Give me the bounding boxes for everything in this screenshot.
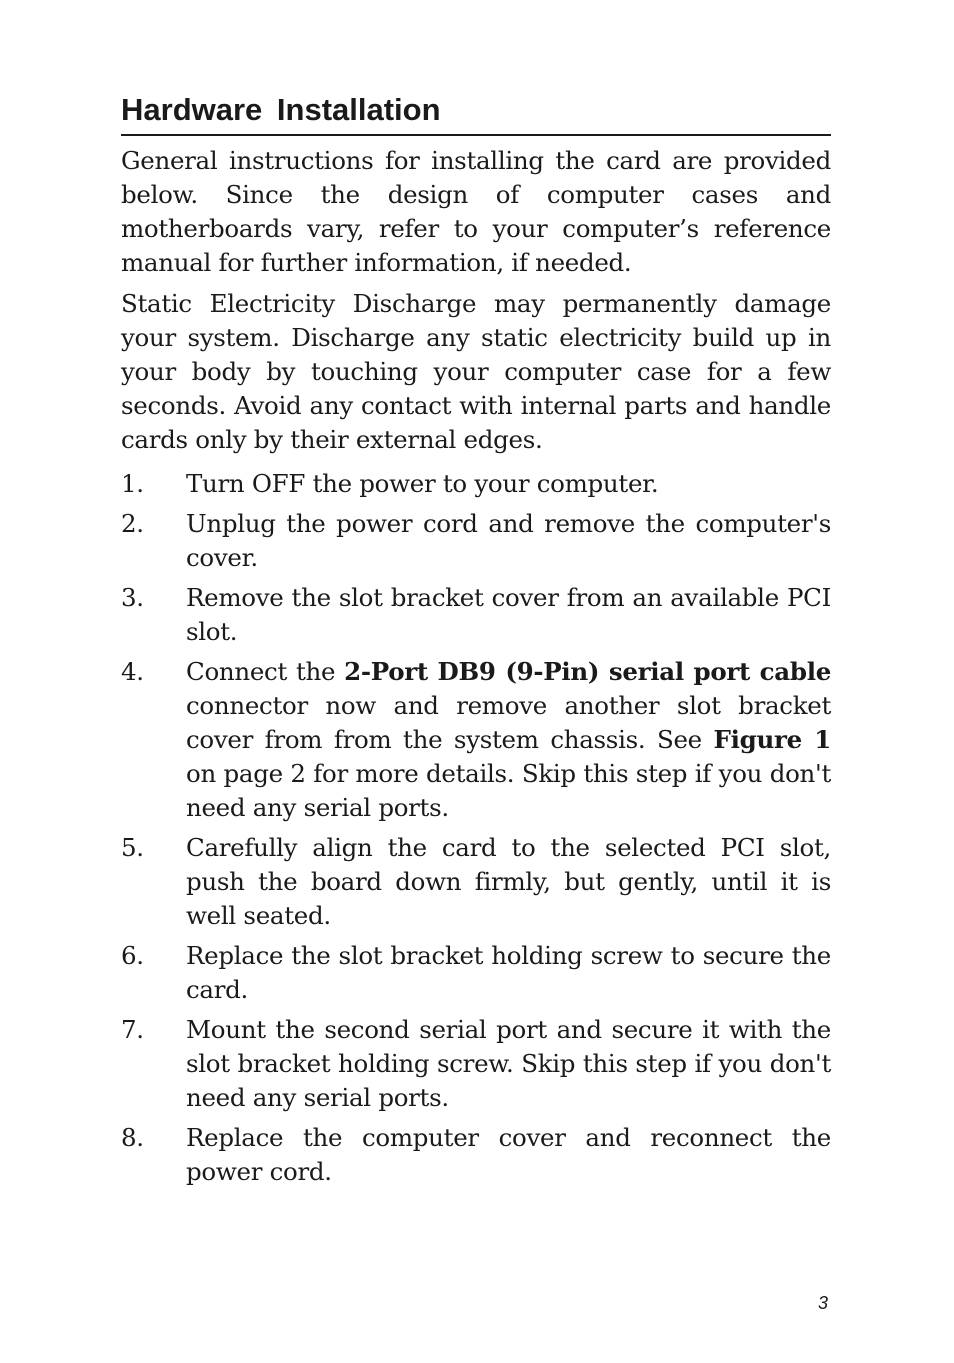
- step-number: 7.: [121, 1015, 144, 1044]
- step-number: 8.: [121, 1123, 144, 1152]
- step-number: 4.: [121, 657, 144, 686]
- step-text: [186, 655, 831, 825]
- step-text: Carefully align the card to the selected PCI slot, push the board down firmly, but gently, until it is well seated.: [186, 833, 831, 930]
- figure-reference: Figure 1: [713, 725, 831, 754]
- list-item: [121, 1121, 831, 1189]
- step-number: 1.: [121, 469, 144, 498]
- step-text: Unplug the power cord and remove the computer's cover.: [186, 509, 831, 572]
- document-page: [121, 90, 831, 1195]
- installation-steps: [121, 467, 831, 1189]
- step-text-part: on page 2 for more details. Skip this step if you don't need any serial ports.: [186, 759, 831, 822]
- list-item: [121, 655, 831, 825]
- step-text: Turn OFF the power to your computer.: [186, 469, 659, 498]
- list-item: [121, 581, 831, 649]
- list-item: [121, 1013, 831, 1115]
- step-number: 3.: [121, 583, 144, 612]
- list-item: [121, 467, 831, 501]
- step-text: Replace the computer cover and reconnect the power cord.: [186, 1123, 831, 1186]
- intro-paragraph: General instructions for installing the card are provided below. Since the design of computer cases and motherboards vary, refer to your computer’s reference manual for further information, if needed.: [121, 146, 831, 277]
- step-number: 6.: [121, 941, 144, 970]
- step-number: 2.: [121, 509, 144, 538]
- step-text-part: connector now and remove another slot bracket cover from from the system chassis. See: [186, 691, 831, 754]
- step-text: Mount the second serial port and secure it with the slot bracket holding screw. Skip this step if you don't need any serial ports.: [186, 1015, 831, 1112]
- section-heading: Hardware Installation: [121, 90, 831, 136]
- cable-name: 2-Port DB9 (9-Pin) serial port cable: [344, 657, 831, 686]
- list-item: [121, 507, 831, 575]
- step-text: Remove the slot bracket cover from an available PCI slot.: [186, 583, 831, 646]
- static-warning-paragraph: Static Electricity Discharge may permanently damage your system. Discharge any static electricity build up in your body by touching your computer case for a few seconds. Avoid any contact with internal parts and handle cards only by their external edges.: [121, 289, 831, 454]
- list-item: [121, 831, 831, 933]
- list-item: [121, 939, 831, 1007]
- page-number: 3: [817, 1293, 828, 1313]
- step-text-part: Connect the: [186, 657, 345, 686]
- step-text: Replace the slot bracket holding screw to secure the card.: [186, 941, 831, 1004]
- step-number: 5.: [121, 833, 144, 862]
